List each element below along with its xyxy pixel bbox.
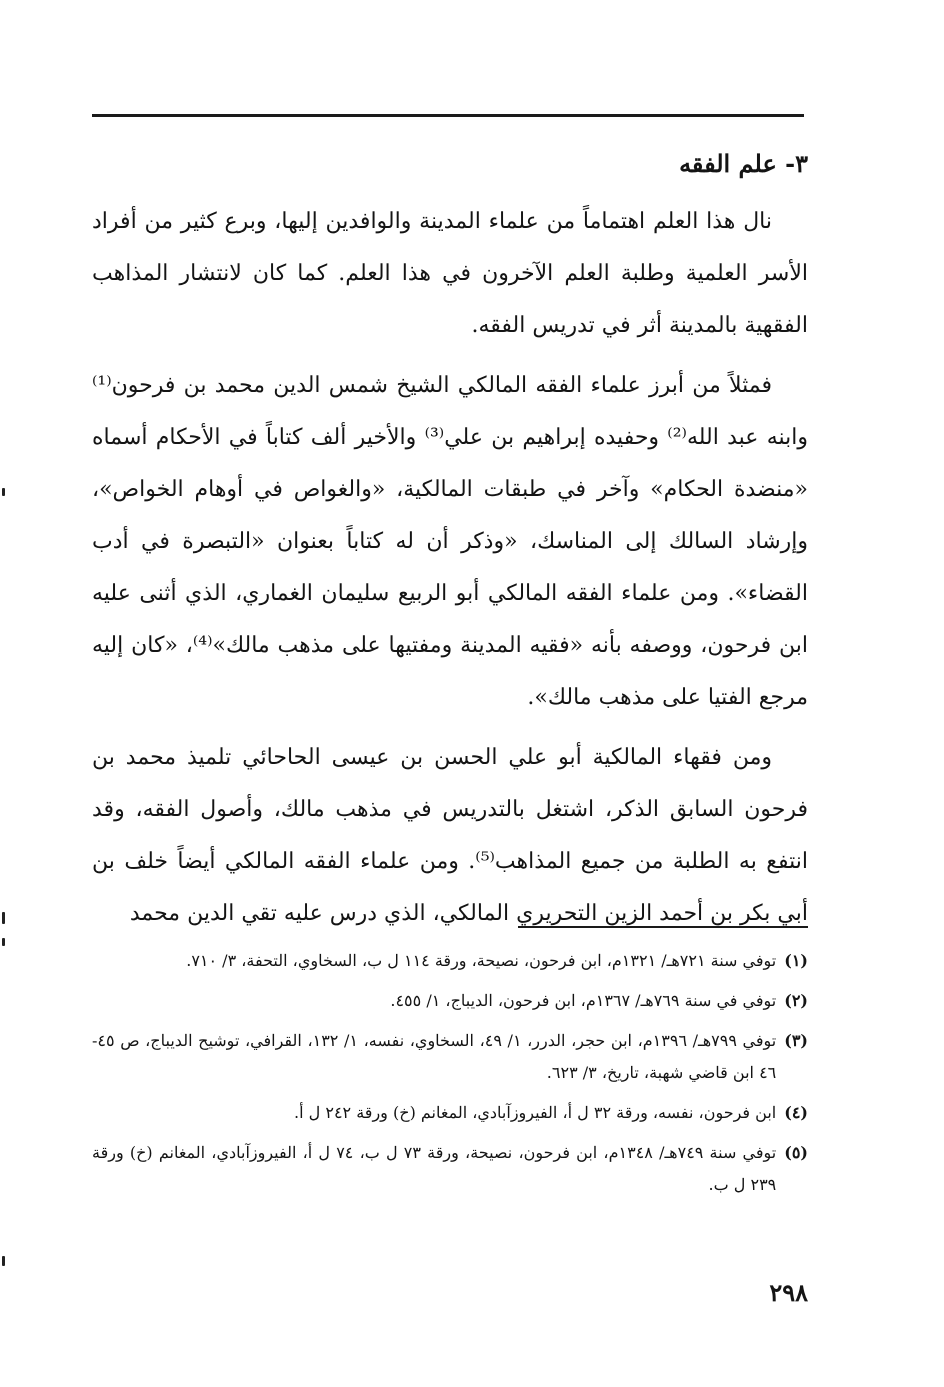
scan-artifact <box>2 1256 5 1266</box>
footnote <box>92 985 808 1017</box>
body-text <box>92 196 808 948</box>
footnote-number: (٢) <box>784 991 808 1010</box>
footnote-number: (٤) <box>784 1103 808 1122</box>
footnote <box>92 945 808 977</box>
footnote-text: توفي سنة ٧٤٩هـ/ ١٣٤٨م، ابن فرحون، نصيحة، ورقة ٧٣ ل ب، ٧٤ ل أ، الفيروزآبادي، المغانم (خ) ورقة ٢٣٩ ل ب. <box>92 1143 777 1194</box>
footnote-number: (٥) <box>784 1143 808 1162</box>
footnotes <box>92 945 808 1209</box>
footnote-rule <box>518 926 808 928</box>
footnote-number: (١) <box>784 951 808 970</box>
scan-artifact <box>2 488 5 496</box>
paragraph: ومن فقهاء المالكية أبو علي الحسن بن عيسى الحاحائي تلميذ محمد بن فرحون السابق الذكر، اشتغل بالتدريس في مذهب مالك، وأصول الفقه، وقد انتفع به الطلبة من جميع المذاهب⁽⁵⁾. ومن علماء الفقه المالكي أيضاً خلف بن أبي بكر بن أحمد الزين التحريري المالكي، الذي درس عليه تقي الدين محمد <box>92 745 808 926</box>
footnote-text: توفي ٧٩٩هـ/ ١٣٩٦م، ابن حجر، الدرر، ١/ ٤٩، السخاوي، نفسه، ١/ ١٣٢، القرافي، توشيح الديباج، ص ٤٥- ٤٦ ابن قاضي شهبة، تاريخ، ٣/ ٦٢٣. <box>92 1031 777 1082</box>
page-number: ٢٩٨ <box>769 1278 808 1307</box>
section-heading: ٣- علم الفقه <box>679 149 808 178</box>
footnote <box>92 1137 808 1201</box>
footnote-number: (٣) <box>784 1031 808 1050</box>
footnote-text: توفي في سنة ٧٦٩هـ/ ١٣٦٧م، ابن فرحون، الديباج، ١/ ٤٥٥. <box>390 991 777 1010</box>
footnote-text: ابن فرحون، نفسه، ورقة ٣٢ ل أ، الفيروزآبادي، المغانم (خ) ورقة ٢٤٢ ل أ. <box>294 1103 777 1122</box>
footnote <box>92 1025 808 1089</box>
paragraph: فمثلاً من أبرز علماء الفقه المالكي الشيخ شمس الدين محمد بن فرحون⁽¹⁾ وابنه عبد الله⁽²⁾ وحفيده إبراهيم بن علي⁽³⁾ والأخير ألف كتاباً في الأحكام أسماه «منضدة الحكام» وآخر في طبقات المالكية، «والغواص في أوهام الخواص»، وإرشاد السالك إلى المناسك، «وذكر أن له كتاباً بعنوان «التبصرة في أدب القضاء». ومن علماء الفقه المالكي أبو الربيع سليمان الغماري، الذي أثنى عليه ابن فرحون، ووصفه بأنه «فقيه المدينة ومفتيها على مذهب مالك»⁽⁴⁾، «كان إليه مرجع الفتيا على مذهب مالك». <box>92 373 808 710</box>
scan-artifact <box>2 912 5 924</box>
header-rule <box>92 114 804 117</box>
footnote <box>92 1097 808 1129</box>
paragraph: نال هذا العلم اهتماماً من علماء المدينة والوافدين إليها، وبرع كثير من أفراد الأسر العلمية وطلبة العلم الآخرون في هذا العلم. كما كان لانتشار المذاهب الفقهية بالمدينة أثر في تدريس الفقه. <box>92 209 808 338</box>
scan-artifact <box>2 938 5 946</box>
footnote-text: توفي سنة ٧٢١هـ/ ١٣٢١م، ابن فرحون، نصيحة، ورقة ١١٤ ل ب، السخاوي، التحفة، ٣/ ٧١٠. <box>186 951 777 970</box>
